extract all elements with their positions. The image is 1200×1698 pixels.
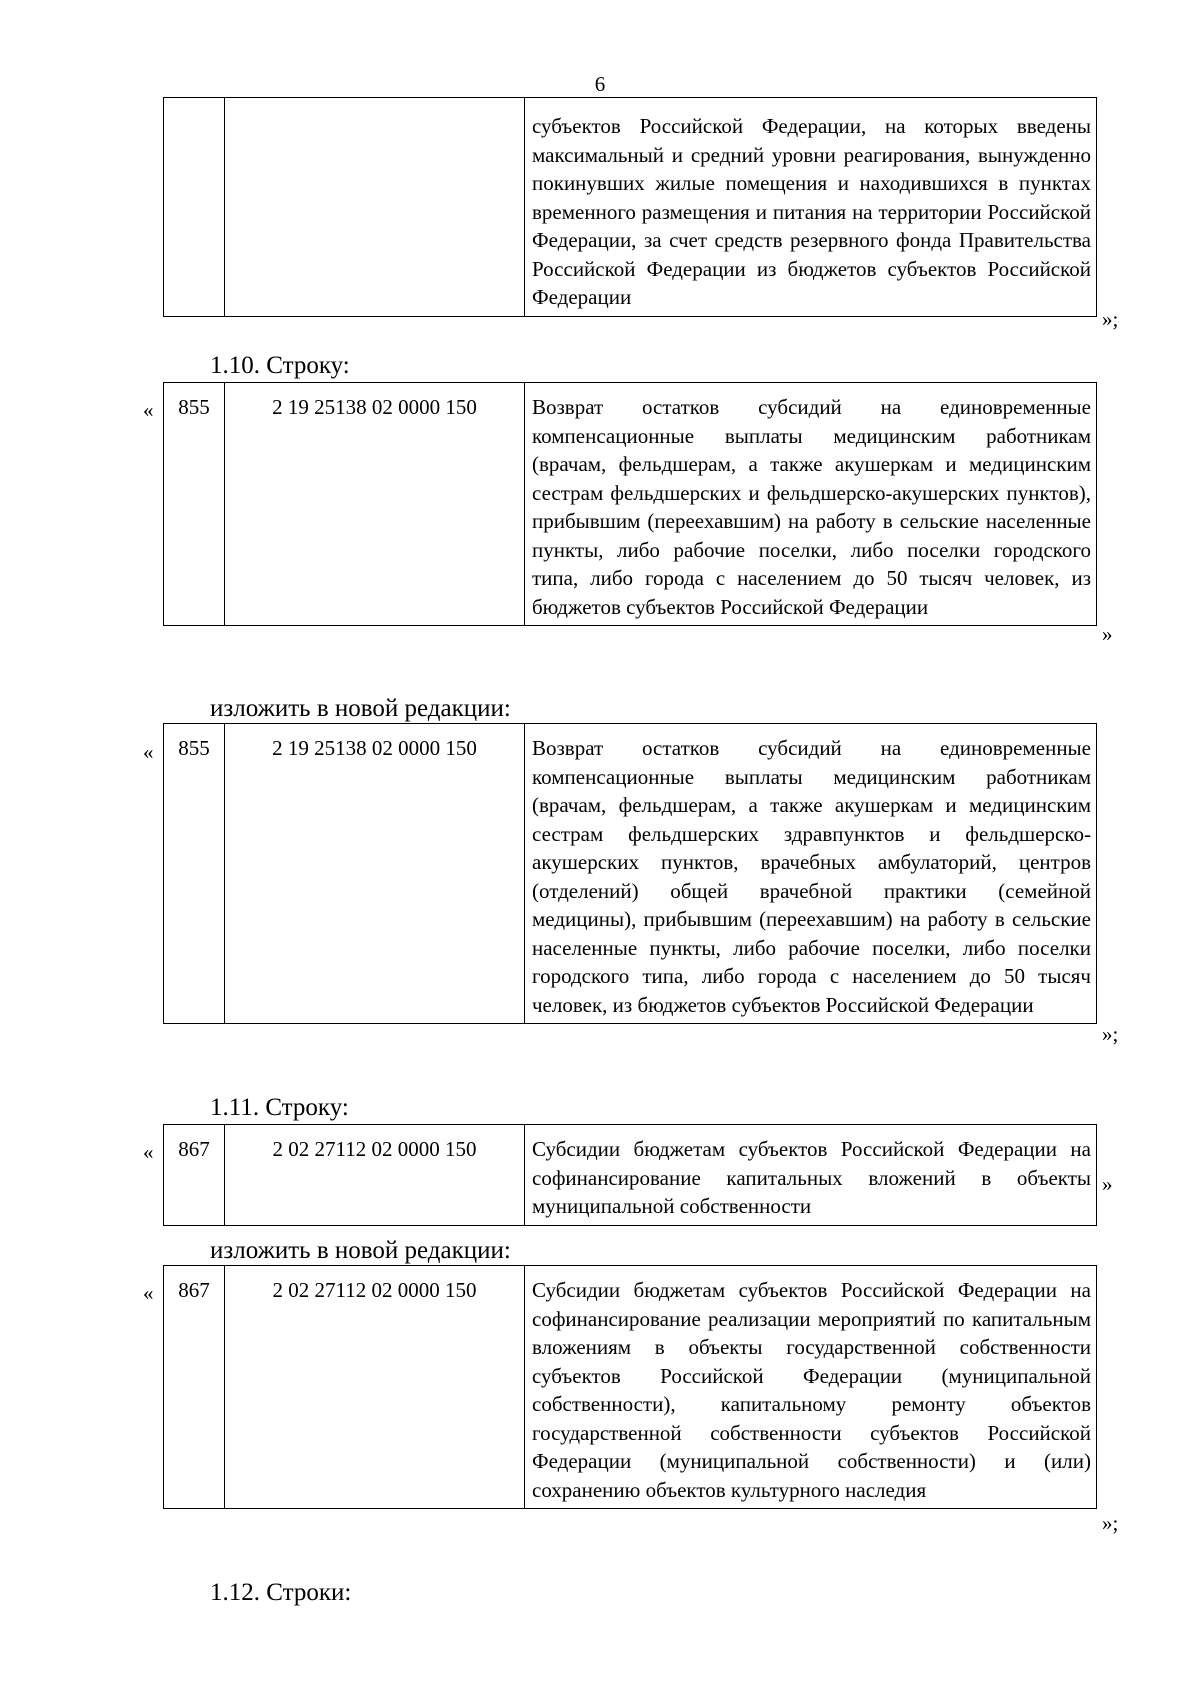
paragraph-1-12: 1.12. Строки: — [210, 1579, 352, 1606]
opening-quote: « — [143, 1281, 154, 1305]
closing-quote: »; — [1102, 307, 1119, 331]
kbk-cell — [225, 98, 525, 317]
closing-quote: »; — [1102, 1022, 1119, 1046]
kbk-cell: 2 02 27112 02 0000 150 — [225, 1125, 525, 1226]
old-row-table-855 — [163, 382, 1097, 626]
code-cell: 867 — [164, 1125, 225, 1226]
opening-quote: « — [143, 740, 154, 764]
table-row — [164, 1266, 1097, 1509]
old-row-table-867 — [163, 1124, 1097, 1226]
kbk-cell: 2 19 25138 02 0000 150 — [225, 383, 525, 626]
closing-quote: » — [1102, 1172, 1113, 1196]
code-cell: 855 — [164, 724, 225, 1024]
description-cell: Возврат остатков субсидий на единовременные компенсационные выплаты медицинским работникам (врачам, фельдшерам, а также акушеркам и медицинским сестрам фельдшерских и фельдшерско-акушерских пунктов), прибывшим (переехавшим) на работу в сельские населенные пункты, либо рабочие поселки, либо поселки городского типа, либо города с населением до 50 тысяч человек, из бюджетов субъектов Российской Федерации — [525, 383, 1097, 626]
description-cell: субъектов Российской Федерации, на которых введены максимальный и средний уровни реагирования, вынужденно покинувших жилые помещения и находившихся в пунктах временного размещения и питания на территории Российской Федерации, за счет средств резервного фонда Правительства Российской Федерации из бюджетов субъектов Российской Федерации — [525, 98, 1097, 317]
opening-quote: « — [143, 1140, 154, 1164]
table-row — [164, 98, 1097, 317]
paragraph-1-11: 1.11. Строку: — [210, 1094, 349, 1121]
new-edition-label: изложить в новой редакции: — [210, 695, 511, 722]
code-cell — [164, 98, 225, 317]
description-cell: Субсидии бюджетам субъектов Российской Федерации на софинансирование реализации мероприятий по капитальным вложениям в объекты государственной собственности субъектов Российской Федерации (муниципальной собственности), капитальному ремонту объектов государственной собственности субъектов Российской Федерации (муниципальной собственности) и (или) сохранению объектов культурного наследия — [525, 1266, 1097, 1509]
closing-quote: »; — [1102, 1511, 1119, 1535]
kbk-cell: 2 19 25138 02 0000 150 — [225, 724, 525, 1024]
table-row — [164, 1125, 1097, 1226]
continued-row-table — [163, 97, 1097, 317]
table-row — [164, 383, 1097, 626]
new-edition-label: изложить в новой редакции: — [210, 1237, 511, 1264]
new-row-table-855 — [163, 723, 1097, 1024]
table-row — [164, 724, 1097, 1024]
closing-quote: » — [1102, 622, 1113, 646]
paragraph-1-10: 1.10. Строку: — [210, 352, 350, 379]
code-cell: 855 — [164, 383, 225, 626]
code-cell: 867 — [164, 1266, 225, 1509]
description-cell: Возврат остатков субсидий на единовременные компенсационные выплаты медицинским работникам (врачам, фельдшерам, а также акушеркам и медицинским сестрам фельдшерских здравпунктов и фельдшерско-акушерских пунктов, врачебных амбулаторий, центров (отделений) общей врачебной практики (семейной медицины), прибывшим (переехавшим) на работу в сельские населенные пункты, либо рабочие поселки, либо поселки городского типа, либо города с населением до 50 тысяч человек, из бюджетов субъектов Российской Федерации — [525, 724, 1097, 1024]
kbk-cell: 2 02 27112 02 0000 150 — [225, 1266, 525, 1509]
page-number: 6 — [594, 72, 606, 96]
new-row-table-867 — [163, 1265, 1097, 1509]
description-cell: Субсидии бюджетам субъектов Российской Федерации на софинансирование капитальных вложений в объекты муниципальной собственности — [525, 1125, 1097, 1226]
opening-quote: « — [143, 398, 154, 422]
